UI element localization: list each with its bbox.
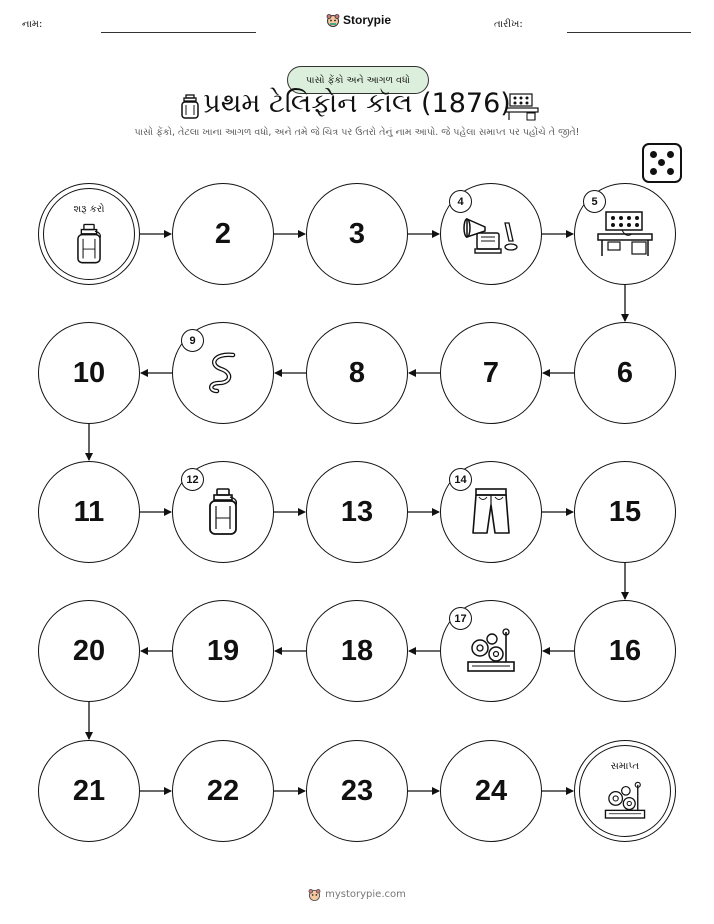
cell-number: 19 bbox=[206, 634, 240, 667]
board-cell-picture[interactable] bbox=[440, 183, 542, 285]
machine-icon bbox=[604, 781, 647, 820]
cell-number: 23 bbox=[340, 774, 374, 807]
board-cell[interactable] bbox=[306, 600, 408, 702]
board-cell-picture[interactable] bbox=[440, 600, 542, 702]
date-label: તારીખ: bbox=[494, 19, 523, 30]
instructions: પાસો ફેંકો, તેટલા ખાના આગળ વધો, અને તમે જે ચિત્ર પર ઉતરો તેનું નામ આપો. જે પહેલા સમાપ્ત પર પહોંચે તે જીતે! bbox=[134, 127, 580, 138]
board-cell-picture[interactable] bbox=[172, 461, 274, 563]
wire-icon bbox=[203, 351, 243, 395]
cell-number: 8 bbox=[348, 356, 366, 389]
machine-icon bbox=[466, 628, 516, 674]
cell-number: 16 bbox=[608, 634, 642, 667]
board-cell[interactable] bbox=[306, 740, 408, 842]
cell-number: 21 bbox=[72, 774, 106, 807]
board-cell[interactable] bbox=[574, 322, 676, 424]
cell-number: 2 bbox=[214, 217, 232, 250]
storypie-mascot-icon bbox=[308, 888, 321, 901]
board-cell[interactable] bbox=[440, 740, 542, 842]
jar-icon bbox=[206, 488, 240, 536]
cell-number-badge: 17 bbox=[449, 607, 472, 630]
footer bbox=[0, 888, 714, 901]
board-cell[interactable] bbox=[38, 461, 140, 563]
brand-name: Storypie bbox=[343, 13, 392, 27]
footer-url[interactable]: mystorypie.com bbox=[325, 889, 406, 900]
board-cell-picture[interactable] bbox=[574, 183, 676, 285]
cell-number: 22 bbox=[206, 774, 240, 807]
board-cell[interactable] bbox=[306, 461, 408, 563]
board-cell[interactable] bbox=[574, 600, 676, 702]
board-cell[interactable] bbox=[306, 183, 408, 285]
board-cell[interactable] bbox=[306, 322, 408, 424]
cell-number-badge: 9 bbox=[181, 329, 204, 352]
cell-number: 11 bbox=[73, 495, 105, 528]
finish-cell[interactable] bbox=[574, 740, 676, 842]
cell-number: 18 bbox=[340, 634, 374, 667]
page-title: પ્રથમ ટેલિફોન કૉલ (1876) bbox=[203, 88, 511, 119]
board-cell[interactable] bbox=[172, 183, 274, 285]
cell-number: 20 bbox=[72, 634, 106, 667]
gramophone-icon bbox=[463, 211, 519, 257]
board-cell[interactable] bbox=[172, 600, 274, 702]
cell-number: 6 bbox=[616, 356, 634, 389]
cell-number: 3 bbox=[348, 217, 366, 250]
board-cell-picture[interactable] bbox=[172, 322, 274, 424]
cell-number: 10 bbox=[72, 356, 106, 389]
board-cell[interactable] bbox=[38, 322, 140, 424]
cell-number: 15 bbox=[608, 495, 642, 528]
jar-icon bbox=[75, 224, 104, 265]
cell-number-badge: 14 bbox=[449, 468, 472, 491]
cell-number-badge: 4 bbox=[449, 190, 472, 213]
board-cell-picture[interactable] bbox=[440, 461, 542, 563]
start-cell[interactable] bbox=[38, 183, 140, 285]
start-label: શરૂ કરો bbox=[73, 204, 105, 215]
game-badge: પાસો ફેંકો અને આગળ વધો bbox=[287, 66, 429, 94]
board-cell[interactable] bbox=[38, 740, 140, 842]
switchboard-icon bbox=[596, 210, 654, 258]
finish-label: સમાપ્ત bbox=[610, 761, 640, 772]
board-cell[interactable] bbox=[38, 600, 140, 702]
board-cell[interactable] bbox=[172, 740, 274, 842]
name-label: નામ: bbox=[22, 19, 43, 30]
trousers-icon bbox=[471, 487, 511, 537]
cell-number-badge: 5 bbox=[583, 190, 606, 213]
cell-number: 13 bbox=[340, 495, 374, 528]
cell-number: 7 bbox=[482, 356, 500, 389]
board-cell[interactable] bbox=[440, 322, 542, 424]
cell-number: 24 bbox=[474, 774, 508, 807]
cell-number-badge: 12 bbox=[181, 468, 204, 491]
board-cell[interactable] bbox=[574, 461, 676, 563]
